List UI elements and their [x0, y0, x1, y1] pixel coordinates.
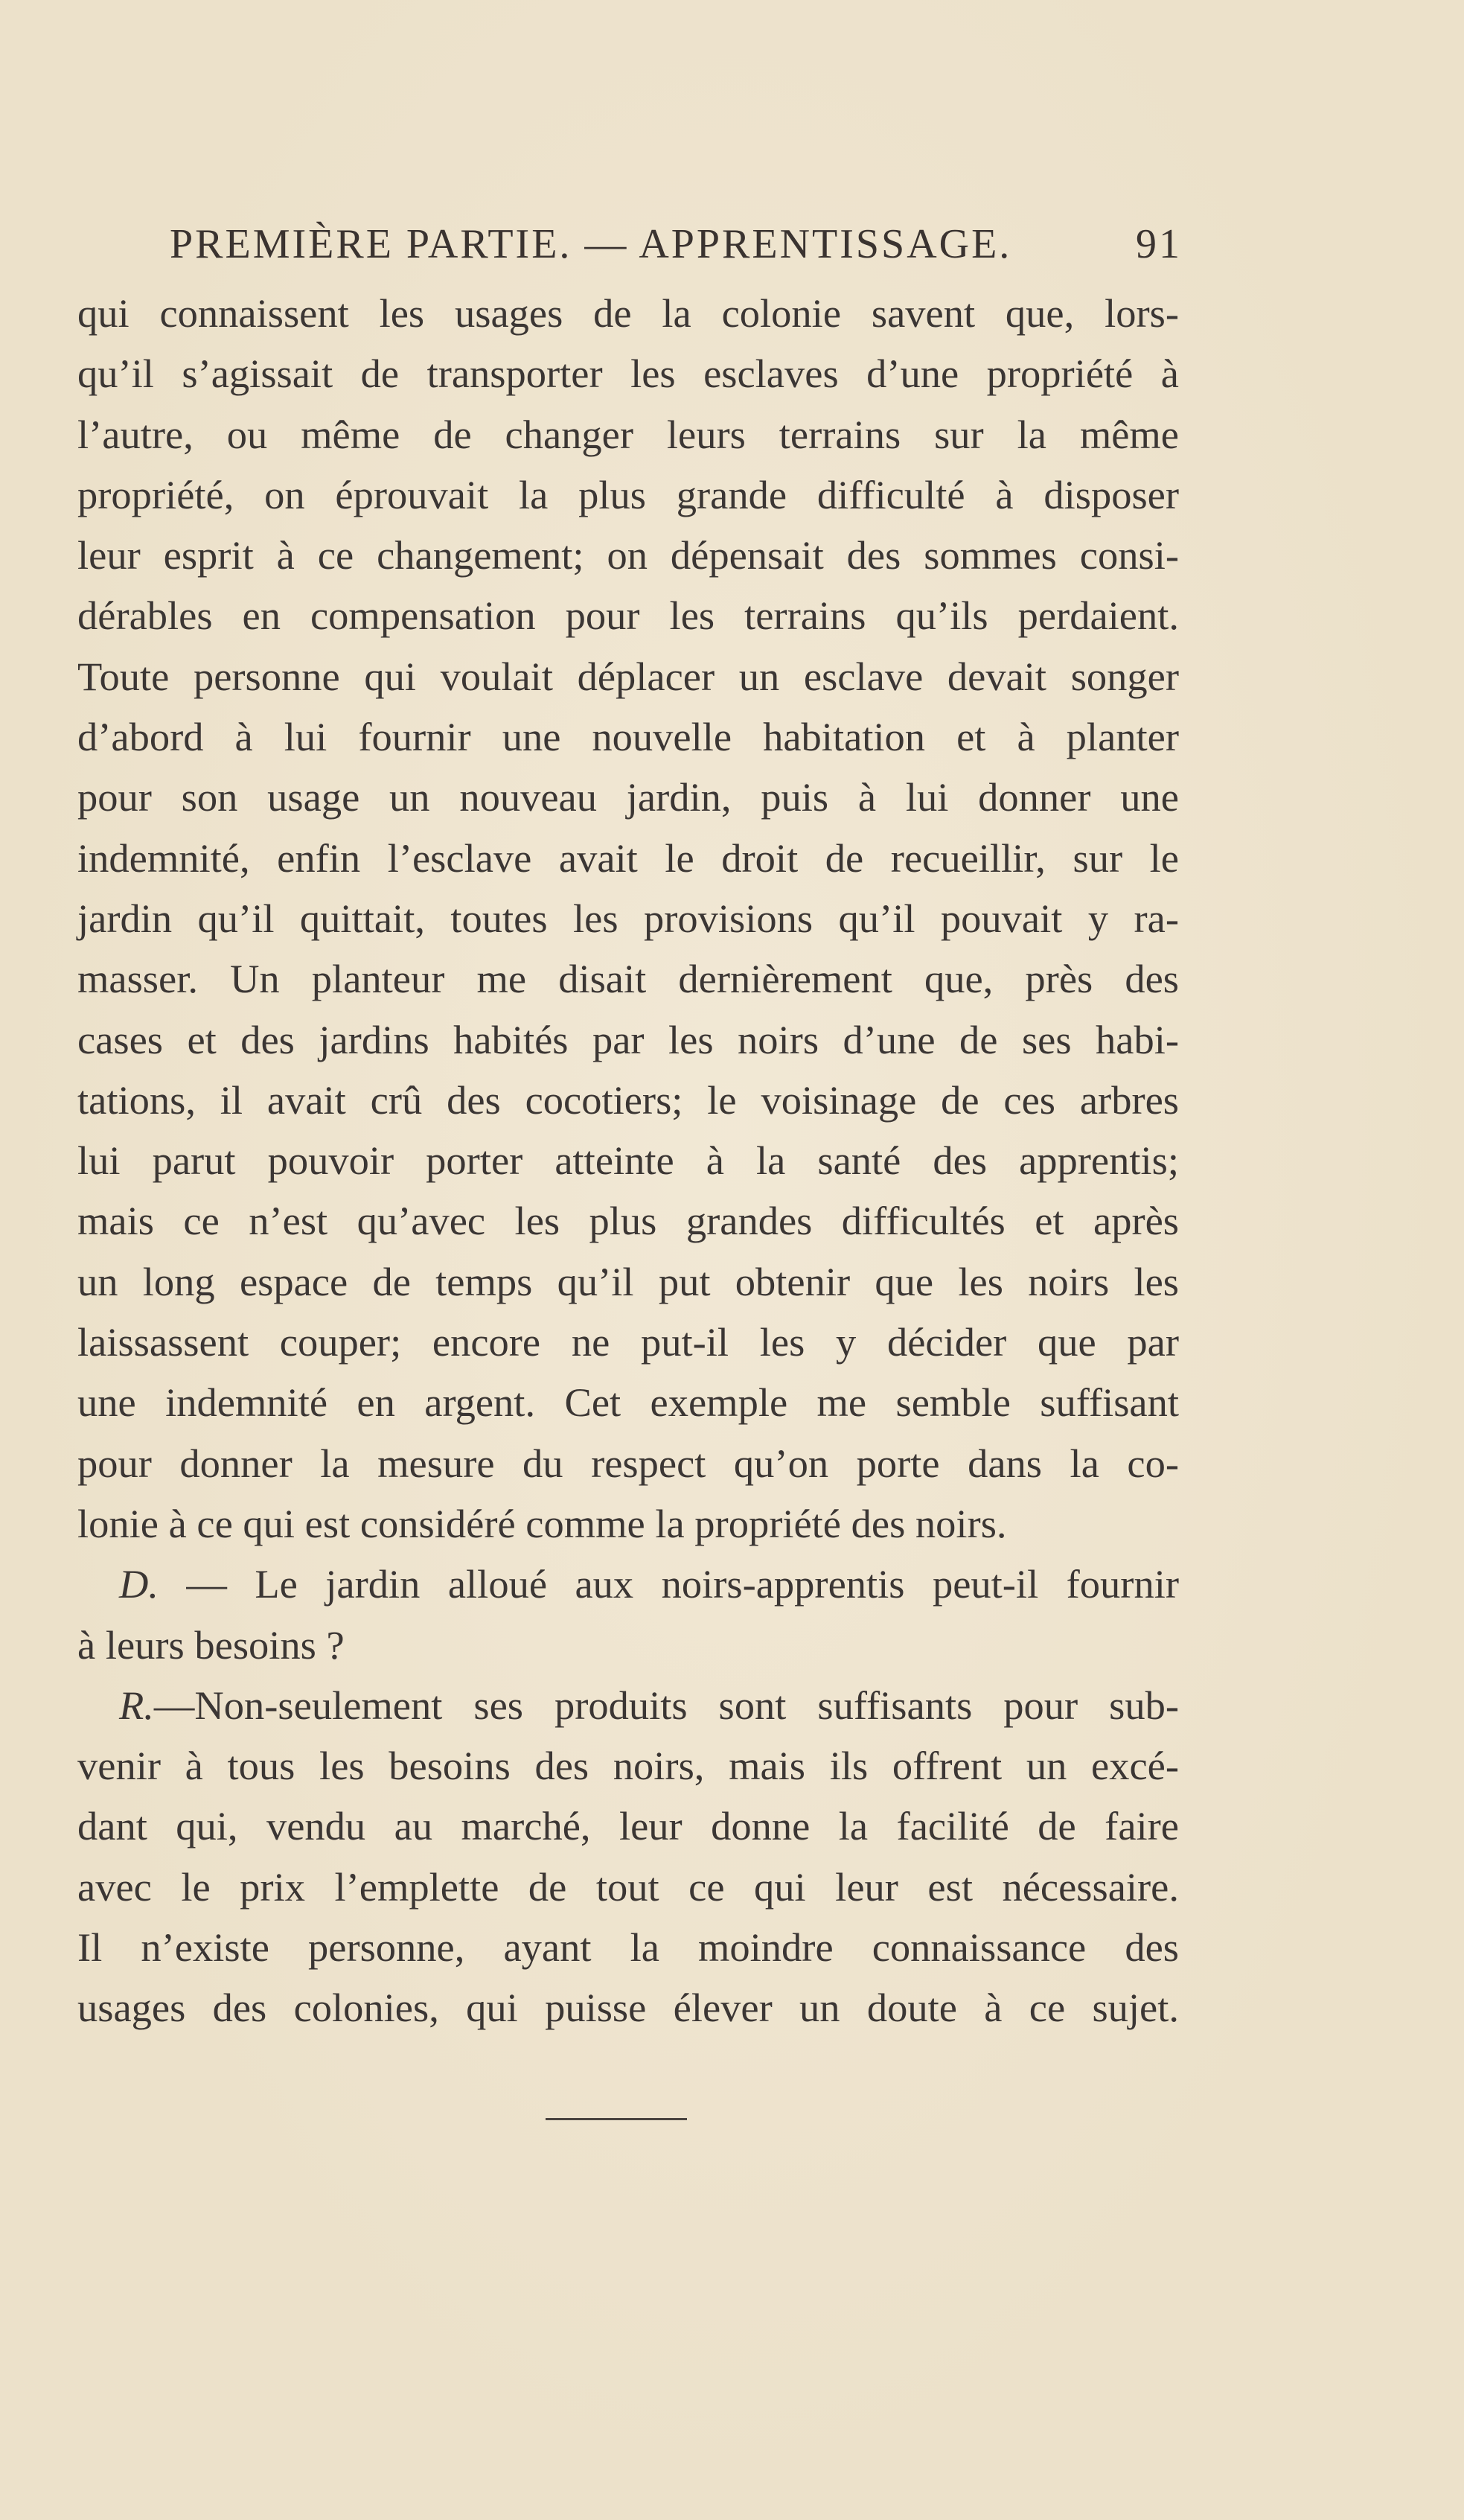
text-line: une indemnité en argent. Cet exemple me semble suffisant [77, 1379, 1179, 1426]
question-line-2: à leurs besoins ? [77, 1621, 345, 1668]
question-marker: D. [119, 1561, 159, 1607]
answer-text: —Non-seulement ses produits sont suffisants pour sub- [153, 1682, 1179, 1728]
body-text [77, 283, 1179, 2038]
text-line: cases et des jardins habités par les noirs d’une de ses habi- [77, 1016, 1179, 1062]
answer-line [77, 1675, 1179, 1735]
text-line: d’abord à lui fournir une nouvelle habitation et à planter [77, 714, 1179, 760]
end-rule [546, 2118, 687, 2120]
running-head-title: PREMIÈRE PARTIE. — APPRENTISSAGE. [170, 221, 1012, 267]
answer-text-line: dant qui, vendu au marché, leur donne la facilité de faire [77, 1803, 1179, 1849]
text-line: indemnité, enfin l’esclave avait le droit de recueillir, sur le [77, 835, 1179, 881]
text-line: leur esprit à ce changement; on dépensait des sommes consi- [77, 532, 1179, 578]
text-line: l’autre, ou même de changer leurs terrains sur la même [77, 411, 1179, 457]
text-line: un long espace de temps qu’il put obtenir que les noirs les [77, 1258, 1179, 1304]
text-line: masser. Un planteur me disait dernièrement que, près des [77, 956, 1179, 1002]
text-line: lonie à ce qui est considéré comme la propriété des noirs. [77, 1500, 1007, 1546]
text-line: propriété, on éprouvait la plus grande difficulté à disposer [77, 471, 1179, 517]
text-line: qui connaissent les usages de la colonie savent que, lors- [77, 290, 1179, 336]
text-line: qu’il s’agissait de transporter les esclaves d’une propriété à [77, 351, 1179, 397]
answer-text-line: avec le prix l’emplette de tout ce qui leur est nécessaire. [77, 1863, 1179, 1910]
answer-text-line: Il n’existe personne, ayant la moindre connaissance des [77, 1924, 1179, 1971]
text-line: pour donner la mesure du respect qu’on porte dans la co- [77, 1440, 1179, 1486]
text-line: dérables en compensation pour les terrains qu’ils perdaient. [77, 593, 1179, 639]
text-line: tations, il avait crû des cocotiers; le voisinage de ces arbres [77, 1076, 1179, 1123]
running-head [170, 220, 1182, 280]
text-line: Toute personne qui voulait déplacer un esclave devait songer [77, 653, 1179, 699]
question-line [77, 1554, 1179, 1614]
text-line: laissassent couper; encore ne put-il les y décider que par [77, 1319, 1179, 1365]
text-line: mais ce n’est qu’avec les plus grandes difficultés et après [77, 1198, 1179, 1244]
page-number: 91 [1136, 221, 1182, 267]
text-line: pour son usage un nouveau jardin, puis à lui donner une [77, 774, 1179, 820]
answer-text-line: usages des colonies, qui puisse élever un doute à ce sujet. [77, 1985, 1179, 2031]
text-line: jardin qu’il quittait, toutes les provisions qu’il pouvait y ra- [77, 895, 1179, 941]
answer-text-line: venir à tous les besoins des noirs, mais ils offrent un excé- [77, 1743, 1179, 1789]
text-line: lui parut pouvoir porter atteinte à la santé des apprentis; [77, 1138, 1179, 1184]
answer-marker: R. [119, 1682, 154, 1728]
question-text: — Le jardin alloué aux noirs-apprentis peut-il fournir [158, 1561, 1179, 1607]
